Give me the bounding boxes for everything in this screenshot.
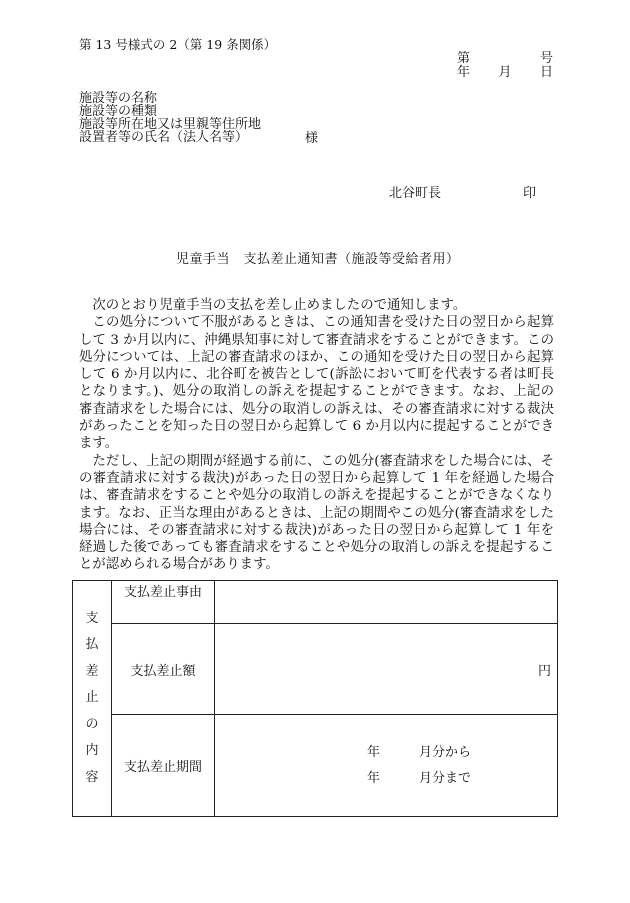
addressee-block [79, 92, 261, 144]
vertical-char: 支 [85, 610, 99, 626]
document-number-and-date [457, 52, 553, 80]
amount-label: 支払差止額 [112, 624, 215, 715]
period-label: 支払差止期間 [112, 715, 215, 817]
period-from-month: 月分から [419, 744, 472, 760]
vertical-char: 止 [85, 690, 99, 706]
period-value-cell[interactable] [215, 715, 558, 817]
notice-paragraph-1: 次のとおり児童手当の支払を差し止めましたので通知します。 [92, 298, 467, 313]
amount-unit: 円 [537, 663, 551, 679]
vertical-char: 払 [85, 637, 99, 653]
facility-address-label: 施設等所在地又は里親等住所地 [79, 117, 262, 132]
section-label-vertical [73, 581, 112, 817]
vertical-char: の [85, 716, 99, 732]
date-day: 日 [539, 65, 553, 80]
period-from-year: 年 [367, 744, 381, 760]
doc-number-suffix: 号 [539, 51, 553, 66]
vertical-char: 差 [85, 663, 99, 679]
suspension-details-table [72, 580, 558, 817]
table-row-period [73, 715, 558, 817]
date-month: 月 [498, 65, 512, 80]
period-from-line [215, 740, 557, 766]
reason-value-cell[interactable] [215, 581, 558, 624]
amount-value-cell[interactable] [215, 624, 558, 715]
facility-type-label: 施設等の種類 [79, 104, 158, 119]
notice-body [79, 297, 554, 574]
honorific-sama: 様 [305, 131, 319, 146]
vertical-char: 容 [85, 769, 99, 785]
operator-name-label: 設置者等の氏名（法人名等） [79, 130, 249, 145]
facility-name-label: 施設等の名称 [79, 91, 158, 106]
date-year: 年 [457, 65, 471, 80]
period-to-line [215, 766, 557, 792]
notice-paragraph-2: この処分について不服があるときは、この通知書を受けた日の翌日から起算して 3 か月以内に、沖縄県知事に対して審査請求をすることができます。この処分については、上記の審査請求のほか、この通知を受けた日の翌日から起算して 6 か月以内に、北谷町を被告として(訴訟において町を代表する者は町長となります。)、処分の取消しの訴えを提起することができます。なお、上記の審査請求をした場合には、処分の取消しの訴えは、その審査請求に対する裁決があったことを知った日の翌日から起算して 6 か月以内に提起することができます。 [79, 315, 554, 452]
vertical-char: 内 [85, 743, 99, 759]
period-to-year: 年 [367, 770, 381, 786]
form-number: 第 13 号様式の 2（第 19 条関係） [79, 37, 277, 52]
table-row-amount [73, 624, 558, 715]
date-row [457, 66, 553, 80]
document-number-row [457, 52, 553, 66]
table-row-reason [73, 581, 558, 624]
document-title: 児童手当 支払差止通知書（施設等受給者用） [176, 252, 460, 267]
period-to-month: 月分まで [419, 770, 472, 786]
reason-label: 支払差止事由 [112, 581, 215, 624]
issuer-mayor: 北谷町長 [389, 186, 442, 201]
doc-number-prefix: 第 [457, 51, 471, 66]
notice-paragraph-3: ただし、上記の期間が経過する前に、この処分(審査請求をした場合には、その審査請求に対する裁決)があった日の翌日から起算して 1 年を経過した場合は、審査請求をすることや処分の取消しの訴えを提起することができなくなります。なお、正当な理由があるときは、上記の期間やこの処分(審査請求をした場合には、その審査請求に対する裁決)があった日の翌日から起算して 1 年を経過した後であっても審査請求をすることや処分の取消しの訴えを提起することが認められる場合があります。 [79, 453, 554, 573]
seal-mark: 印 [523, 186, 537, 201]
